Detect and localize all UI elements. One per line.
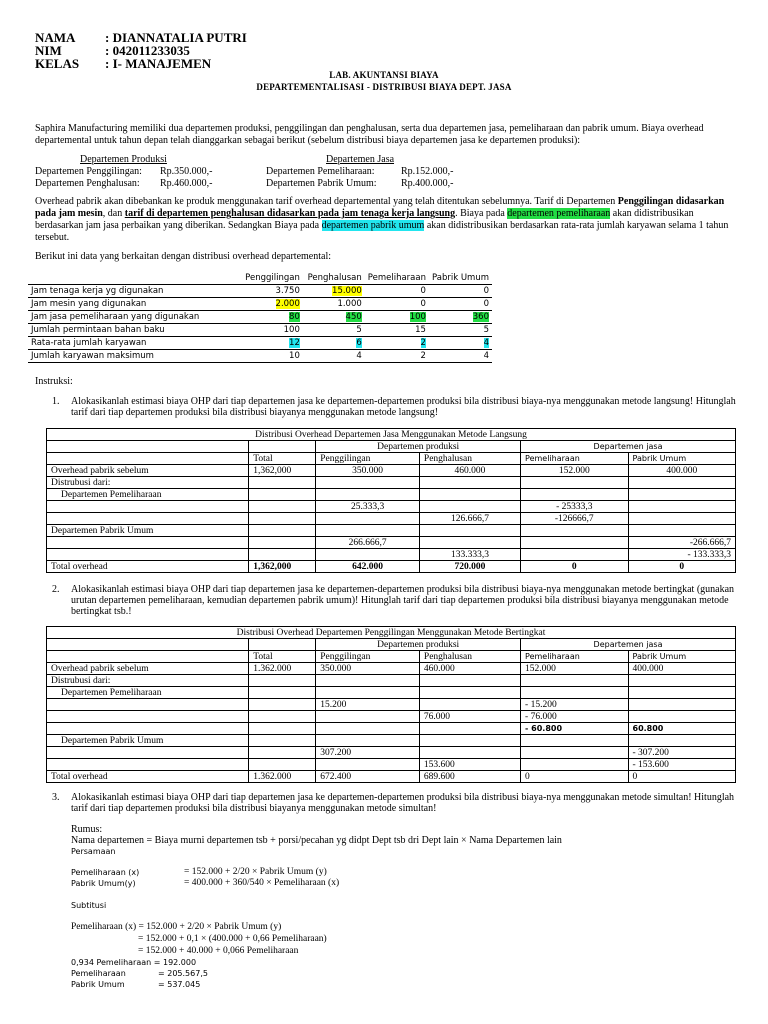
col-header: Pabrik Umum: [429, 272, 492, 285]
cell: -126666,7: [521, 513, 628, 525]
table-caption: Distribusi Overhead Departemen Jasa Menggunakan Metode Langsung: [47, 429, 736, 441]
cell: - 76.000: [521, 711, 628, 723]
row-label: Jam mesin yang digunakan: [28, 298, 241, 311]
row-label: Total overhead: [47, 561, 249, 573]
col-pemeliharaan: Pemeliharaan: [521, 453, 628, 465]
row-label: Jumlah permintaan bahan baku: [28, 324, 241, 337]
cell: - 25333,3: [521, 501, 628, 513]
eq1-label: Pemeliharaan (x): [71, 868, 140, 877]
q2-number: 2.: [52, 584, 60, 595]
subst-line-3: = 152.000 + 40.000 + 0,066 Pemeliharaan: [138, 946, 299, 956]
cell: - 60.800: [521, 723, 628, 735]
cell: 60.800: [628, 723, 736, 735]
subtitusi-label: Subtitusi: [71, 901, 107, 910]
table-caption: Distribusi Overhead Departemen Penggilingan Menggunakan Metode Bertingkat: [47, 627, 736, 639]
persamaan-label: Persamaan: [71, 847, 116, 856]
row-label: Departemen Pabrik Umum: [47, 525, 249, 537]
kelas-value: : I- MANAJEMEN: [105, 56, 212, 71]
col-header: Pemeliharaan: [365, 272, 429, 285]
cell: 1.362.000: [249, 771, 316, 783]
row-label: Overhead pabrik sebelum: [47, 663, 249, 675]
lab-title: LAB. AKUNTANSI BIAYA: [329, 70, 439, 80]
cell: 400.000: [628, 465, 736, 477]
cell: [241, 311, 303, 324]
cell: 15: [365, 324, 429, 337]
cell: 266.666,7: [316, 537, 420, 549]
table-row: [28, 324, 492, 337]
col-pabrik-umum: Pabrik Umum: [628, 453, 736, 465]
cell-highlight: 360: [472, 311, 489, 322]
table-row: [28, 311, 492, 324]
table-row: [47, 501, 736, 513]
cell: 10: [241, 350, 303, 363]
eq2-label: Pabrik Umum(y): [71, 879, 136, 888]
cell: 642.000: [316, 561, 420, 573]
nama-value: : DIANNATALIA PUTRI: [105, 30, 247, 45]
para2-text-1: Overhead pabrik akan dibebankan ke produk menggunakan tarif overhead departemental yang telah ditentukan sebelumnya. Tarif di Departemen: [35, 196, 618, 207]
cell: 0: [429, 285, 492, 298]
cell: - 153.600: [628, 759, 736, 771]
rumus-text: Nama departemen = Biaya murni departemen tsb + porsi/pecahan yg didpt Dept tsb dri Dept lain × Nama Departemen lain: [71, 835, 562, 846]
cell: 1.000: [303, 298, 365, 311]
table-row: [47, 537, 736, 549]
eq1-right: = 152.000 + 2/20 × Pabrik Umum (y): [184, 867, 327, 877]
cell: 5: [303, 324, 365, 337]
row-label: Distrubusi dari:: [47, 477, 249, 489]
group-produksi: Departemen produksi: [316, 639, 521, 651]
table-row: [47, 675, 736, 687]
cell: 0: [628, 771, 736, 783]
cell: [303, 337, 365, 350]
page-title: DEPARTEMENTALISASI - DISTRIBUSI BIAYA DEPT. JASA: [256, 82, 512, 92]
row-label: Departemen Pemeliharaan: [47, 489, 249, 501]
cell: [303, 285, 365, 298]
dept-produksi-block: [35, 154, 275, 190]
table-row: [47, 687, 736, 699]
cell: - 133.333,3: [628, 549, 736, 561]
para2-highlight-2: departemen pabrik umum: [321, 220, 425, 231]
cell: 153.600: [419, 759, 520, 771]
cell: 4: [429, 350, 492, 363]
cell: [365, 337, 429, 350]
table-row: [28, 298, 492, 311]
eq2-right: = 400.000 + 360/540 × Pemeliharaan (x): [184, 878, 340, 888]
table-row-total: [47, 561, 736, 573]
cell: [303, 311, 365, 324]
result-pabrik-umum-value: = 537.045: [158, 980, 201, 989]
table-row: [47, 699, 736, 711]
table-langsung: [46, 428, 736, 573]
table-row: [47, 549, 736, 561]
table-row: [47, 723, 736, 735]
cell: 100: [241, 324, 303, 337]
kelas-label: KELAS: [35, 56, 80, 71]
para2-bold-2: tarif di departemen penghalusan didasarkan pada jam tenaga kerja langsung: [124, 208, 456, 219]
row-label: Jumlah karyawan maksimum: [28, 350, 241, 363]
para2-text-2: , dan: [102, 208, 125, 219]
table-row-total: [47, 771, 736, 783]
q1-number: 1.: [52, 396, 60, 407]
table-row: [47, 465, 736, 477]
subst-line-4: 0,934 Pemeliharaan = 192.000: [71, 958, 197, 967]
cell: 133.333,3: [419, 549, 520, 561]
data-intro: Berikut ini data yang berkaitan dengan distribusi overhead departemental:: [35, 251, 332, 262]
para2-highlight-1: departemen pemeliharaan: [507, 208, 611, 219]
cell-highlight: 2.000: [275, 298, 300, 309]
row-label: Total overhead: [47, 771, 249, 783]
table-row: [47, 747, 736, 759]
prod1-label: Departemen Penggilingan:: [35, 166, 142, 177]
instruksi-label: Instruksi:: [35, 376, 73, 387]
row-label: Distrubusi dari:: [47, 675, 249, 687]
col-total: Total: [249, 651, 316, 663]
col-header: Penghalusan: [303, 272, 365, 285]
row-label: Jam tenaga kerja yg digunakan: [28, 285, 241, 298]
result-pemeliharaan-label: Pemeliharaan: [71, 969, 126, 978]
subst-line-1: Pemeliharaan (x) = 152.000 + 2/20 × Pabrik Umum (y): [71, 922, 282, 932]
row-label: Overhead pabrik sebelum: [47, 465, 249, 477]
cell: 3.750: [241, 285, 303, 298]
group-jasa: Departemen jasa: [521, 639, 736, 651]
cell: -266.666,7: [628, 537, 736, 549]
rumus-label: Rumus:: [71, 824, 103, 835]
cell: [429, 311, 492, 324]
jasa2-label: Departemen Pabrik Umum:: [266, 178, 377, 189]
cell: 4: [303, 350, 365, 363]
cell: 0: [365, 285, 429, 298]
para2-text-4: akan didistribusikan berdasarkan jam jasa perbaikan yang diberikan. Sedangkan Biaya pada: [35, 208, 694, 231]
cell: 350.000: [316, 663, 420, 675]
cell: 5: [429, 324, 492, 337]
col-total: Total: [249, 453, 316, 465]
cell-highlight: 450: [345, 311, 362, 322]
cell: 15.200: [316, 699, 420, 711]
cell: 689.600: [419, 771, 520, 783]
nama-label: NAMA: [35, 30, 76, 45]
cell: - 15.200: [521, 699, 628, 711]
para2-text-5: akan didistribusikan berdasarkan rata-rata jumlah karyawan selama 1 tahun tersebut.: [35, 220, 729, 243]
cell-highlight: 6: [356, 337, 362, 348]
q3-text: Alokasikanlah estimasi biaya OHP dari tiap departemen jasa ke departemen-departemen produksi bila distribusi biaya-nya menggunakan metode simultan! Hitunglah tarif dari tiap departemen produksi bila distribusi biayanya menggunakan metode simultan!: [71, 792, 735, 814]
cell: 152.000: [521, 465, 628, 477]
cell: 460.000: [419, 465, 520, 477]
jasa2-value: Rp.400.000,-: [401, 178, 454, 189]
row-label: Departemen Pemeliharaan: [47, 687, 249, 699]
col-pabrik-umum: Pabrik Umum: [628, 651, 736, 663]
table-row: [28, 350, 492, 363]
cell: 1.362.000: [249, 663, 316, 675]
group-produksi: Departemen produksi: [316, 441, 521, 453]
cell: 672.400: [316, 771, 420, 783]
table-row: [47, 711, 736, 723]
table-row: [47, 477, 736, 489]
jasa1-label: Departemen Pemeliharaan:: [266, 166, 375, 177]
cell: 1,362,000: [249, 561, 316, 573]
result-pabrik-umum-label: Pabrik Umum: [71, 980, 125, 989]
cell-highlight: 15.000: [332, 285, 362, 296]
cell: 0: [521, 771, 628, 783]
table-row: [47, 525, 736, 537]
prod1-value: Rp.350.000,-: [160, 166, 213, 177]
table-row: [47, 735, 736, 747]
table-row: [28, 285, 492, 298]
cell: [429, 337, 492, 350]
para2-text-3: . Biaya pada: [455, 208, 508, 219]
group-jasa: Departemen jasa: [521, 441, 736, 453]
cell: 460.000: [419, 663, 520, 675]
cell: 350.000: [316, 465, 420, 477]
prod2-label: Departemen Penghalusan:: [35, 178, 140, 189]
data-table: [28, 272, 492, 363]
col-header: Penggilingan: [241, 272, 303, 285]
cell: [365, 311, 429, 324]
col-penggilingan: Penggilingan: [316, 651, 420, 663]
cell: 76.000: [419, 711, 520, 723]
cell: 152.000: [521, 663, 628, 675]
col-penghalusan: Penghalusan: [419, 453, 520, 465]
row-label: Rata-rata jumlah karyawan: [28, 337, 241, 350]
cell: [241, 298, 303, 311]
q2-text: Alokasikanlah estimasi biaya OHP dari tiap departemen jasa ke departemen-departemen produksi bila distribusi biaya-nya menggunakan metode bertingkat (gunakan urutan departemen pemeliharaan, kemudian departemen pabrik umum)! Hitunglah tarif dari tiap departemen produksi bila distribusi biayanya menggunakan metode bertingkat tsb.!: [71, 584, 735, 617]
cell: 0: [628, 561, 736, 573]
cell-highlight: 2: [420, 337, 426, 348]
table-row: [47, 513, 736, 525]
nim-value: : 042011233035: [105, 43, 190, 58]
cell: 0: [429, 298, 492, 311]
dept-jasa-title: Departemen Jasa: [326, 154, 395, 165]
table-bertingkat: [46, 626, 736, 783]
jasa1-value: Rp.152.000,-: [401, 166, 454, 177]
cell: 0: [521, 561, 628, 573]
prod2-value: Rp.460.000,-: [160, 178, 213, 189]
table-row: [28, 337, 492, 350]
row-label: Departemen Pabrik Umum: [47, 735, 249, 747]
col-penggilingan: Penggilingan: [316, 453, 420, 465]
cell: 25.333,3: [316, 501, 420, 513]
cell: 2: [365, 350, 429, 363]
para2-bold-1: Penggilingan didasarkan pada jam mesin: [35, 196, 725, 219]
method-paragraph: [35, 196, 735, 244]
nim-label: NIM: [35, 43, 62, 58]
q3-number: 3.: [52, 792, 60, 803]
row-label: Jam jasa pemeliharaan yang digunakan: [28, 311, 241, 324]
subst-line-2: = 152.000 + 0,1 × (400.000 + 0,66 Pemeliharaan): [138, 934, 327, 944]
cell: - 307.200: [628, 747, 736, 759]
cell: 400.000: [628, 663, 736, 675]
cell-highlight: 12: [289, 337, 300, 348]
cell-highlight: 100: [409, 311, 426, 322]
cell: 1,362,000: [249, 465, 316, 477]
dept-produksi-title: Departemen Produksi: [80, 154, 167, 165]
cell: 720.000: [419, 561, 520, 573]
intro-paragraph: Saphira Manufacturing memiliki dua departemen produksi, penggilingan dan penghalusan, serta dua departemen jasa, pemeliharaan dan pabrik umum. Biaya overhead departemental untuk tahun depan telah dianggarkan sebagai berikut (sebelum distribusi biaya departemen jasa ke departemen produksi):: [35, 123, 704, 146]
table-row: [47, 663, 736, 675]
table-row: [47, 759, 736, 771]
col-penghalusan: Penghalusan: [419, 651, 520, 663]
col-pemeliharaan: Pemeliharaan: [521, 651, 628, 663]
q1-text: Alokasikanlah estimasi biaya OHP dari tiap departemen jasa ke departemen-departemen produksi bila distribusi biaya-nya menggunakan metode langsung! Hitunglah tarif dari tiap departemen produksi bila distribusi biayanya menggunakan metode langsung!: [71, 396, 736, 418]
cell: 0: [365, 298, 429, 311]
cell: 307.200: [316, 747, 420, 759]
cell-highlight: 4: [483, 337, 489, 348]
cell: [241, 337, 303, 350]
result-pemeliharaan-value: = 205.567,5: [158, 969, 208, 978]
dept-jasa-block: [266, 154, 506, 190]
cell-highlight: 80: [289, 311, 300, 322]
cell: 126.666,7: [419, 513, 520, 525]
table-row: [47, 489, 736, 501]
